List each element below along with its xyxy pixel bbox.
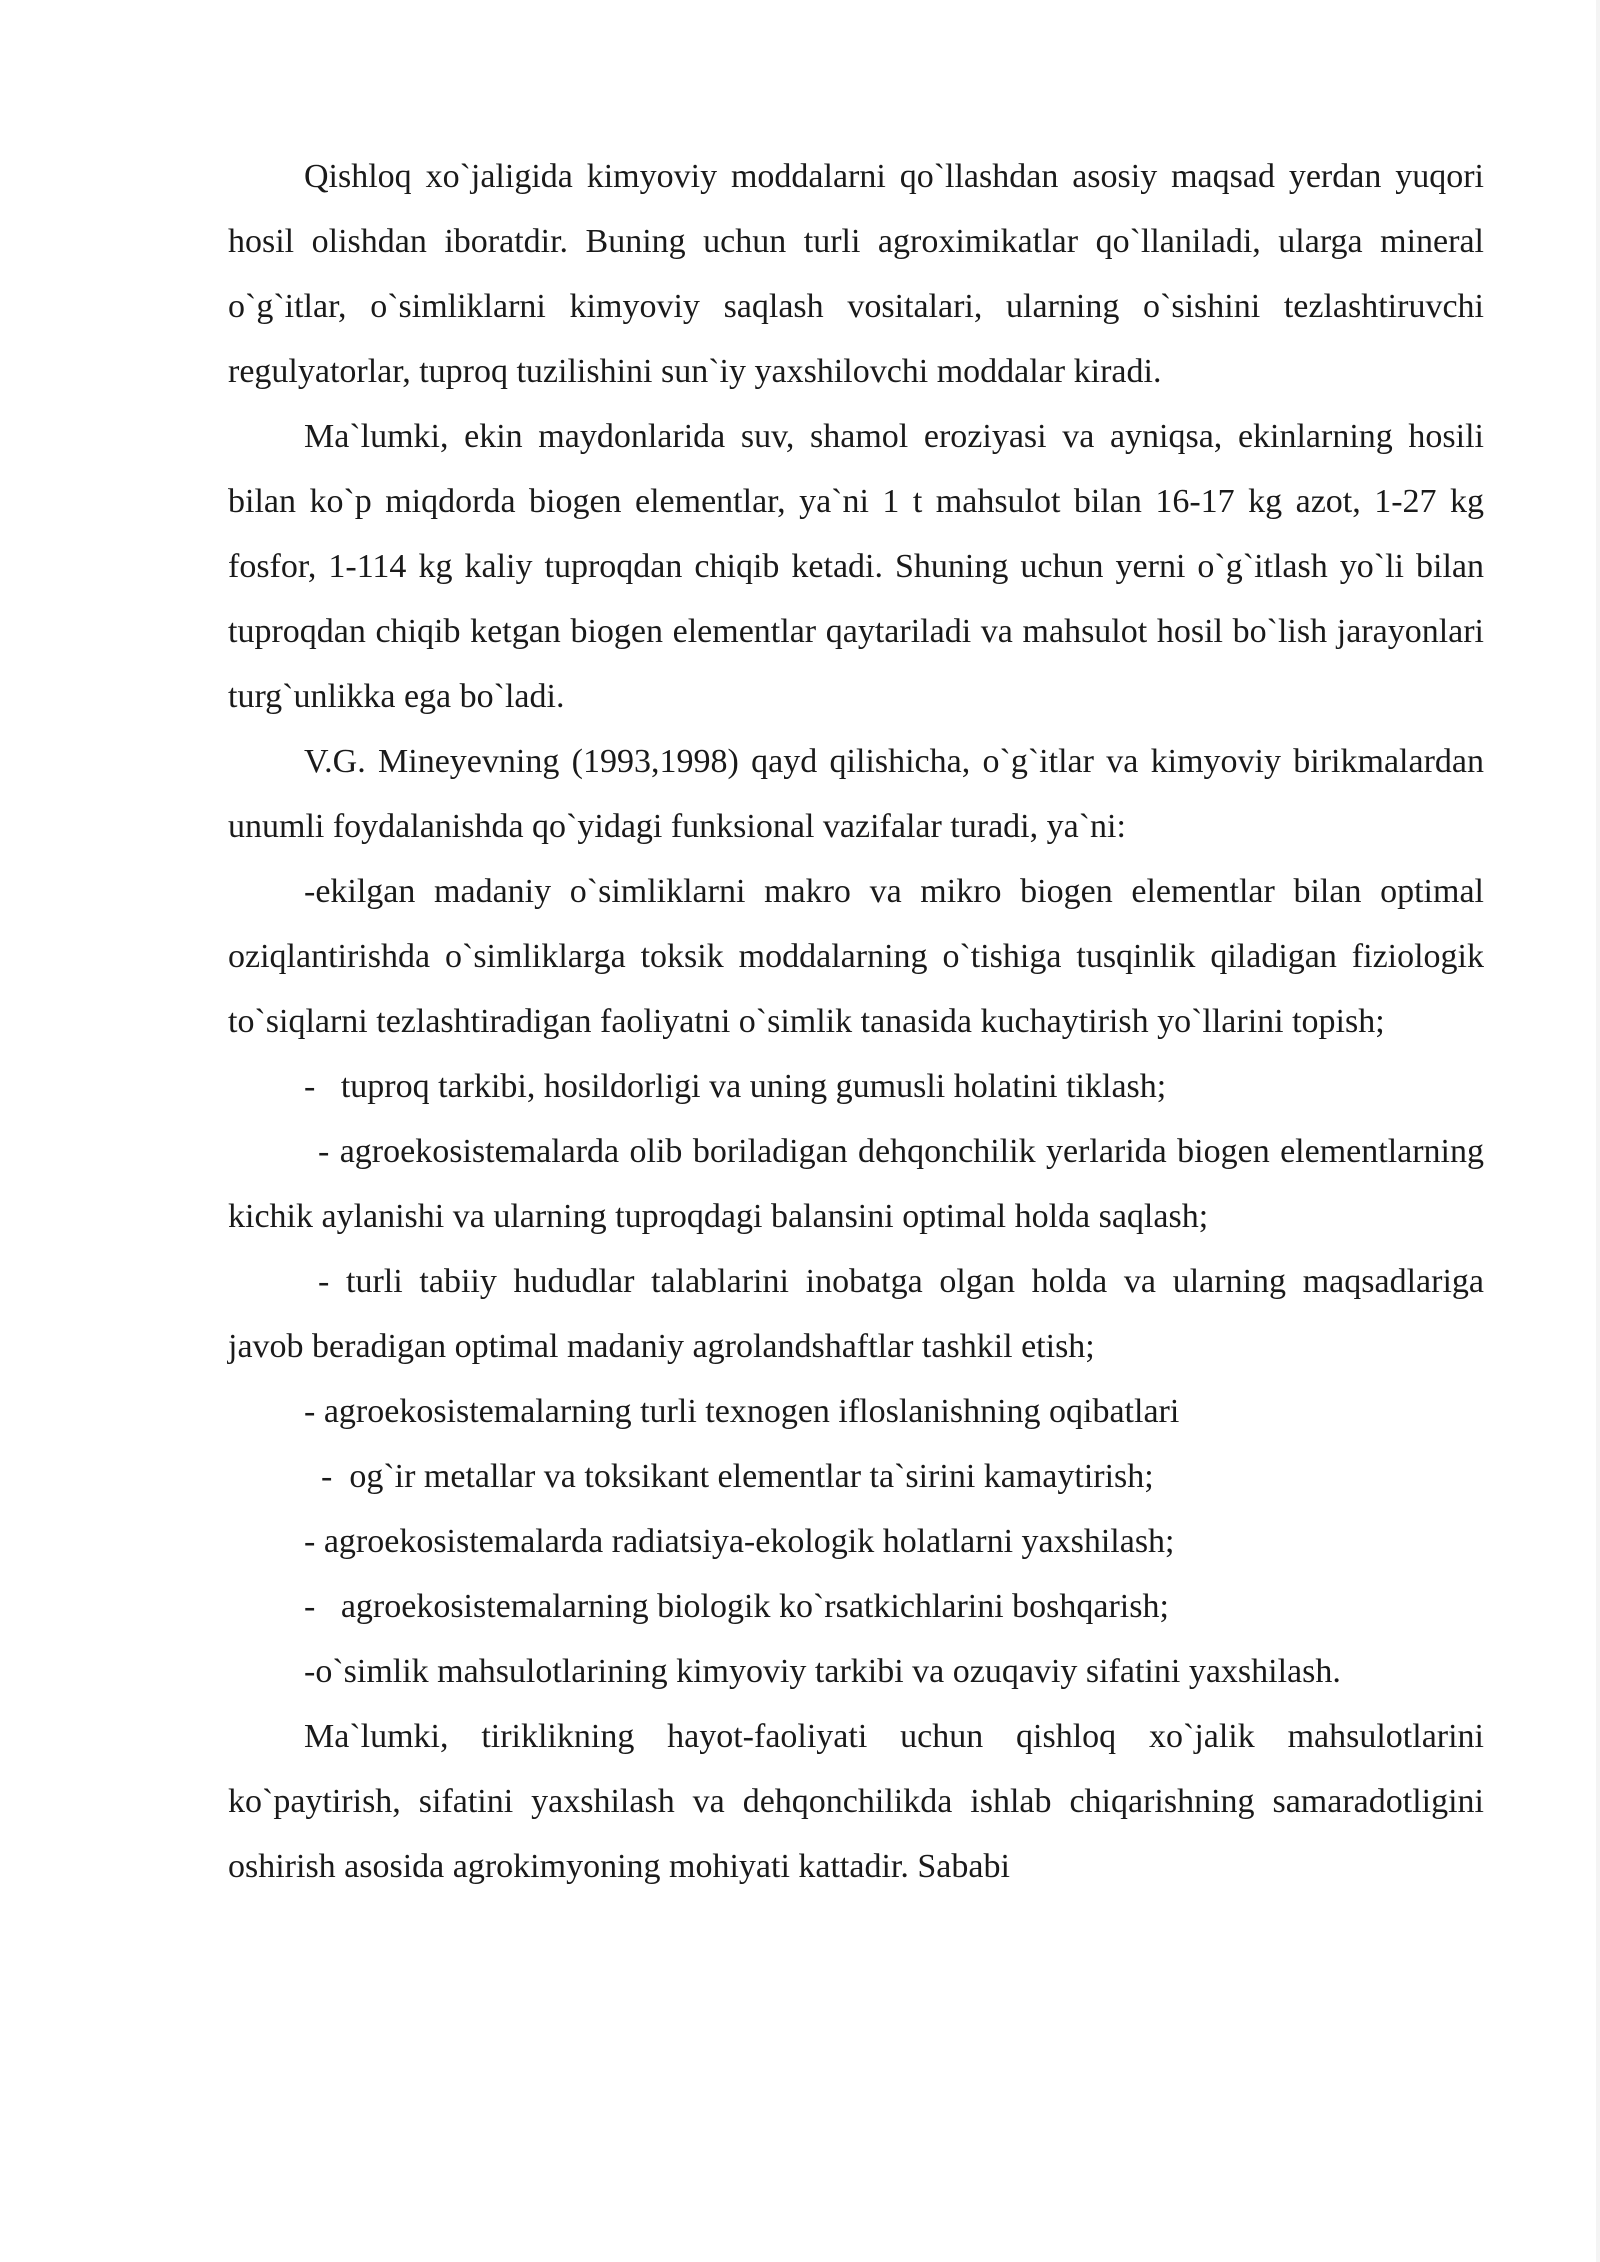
paragraph-closing: Ma`lumki, tiriklikning hayot-faoliyati uchun qishloq xo`jalik mahsulotlarini ko`paytirish, sifatini yaxshilash va dehqonchilikda ishlab chiqarishning samaradotligini oshirish asosida agrokimyoning mohiyati kattadir. Sababi xyxy=(228,1718,1484,1885)
list-item: -o`simlik mahsulotlarining kimyoviy tarkibi va ozuqaviy sifatini yaxshilash. xyxy=(304,1653,1341,1690)
list-item: - agroekosistemalarning turli texnogen ifloslanishning oqibatlari xyxy=(304,1393,1180,1430)
list-item: - turli tabiiy hududlar talablarini inobatga olgan holda va ularning maqsadlariga javob beradigan optimal madaniy agrolandshaftlar tashkil etish; xyxy=(228,1263,1484,1365)
page-edge xyxy=(1596,0,1600,2262)
document-page xyxy=(228,144,1484,1899)
function-list xyxy=(228,859,1484,1704)
list-item: - tuproq tarkibi, hosildorligi va uning gumusli holatini tiklash; xyxy=(304,1068,1167,1105)
list-item: - agroekosistemalarda olib boriladigan dehqonchilik yerlarida biogen elementlarning kichik aylanishi va ularning tuproqdagi balansini optimal holda saqlash; xyxy=(228,1133,1484,1235)
list-item: - agroekosistemalarda radiatsiya-ekologik holatlarni yaxshilash; xyxy=(304,1523,1175,1560)
list-item: - og`ir metallar va toksikant elementlar ta`sirini kamaytirish; xyxy=(304,1458,1154,1495)
paragraph-mineyev: V.G. Mineyevning (1993,1998) qayd qilishicha, o`g`itlar va kimyoviy birikmalardan unumli foydalanishda qo`yidagi funksional vazifalar turadi, ya`ni: xyxy=(228,743,1484,845)
paragraph-intro: Qishloq xo`jaligida kimyoviy moddalarni qo`llashdan asosiy maqsad yerdan yuqori hosil olishdan iboratdir. Buning uchun turli agroximikatlar qo`llaniladi, ularga mineral o`g`itlar, o`simliklarni kimyoviy saqlash vositalari, ularning o`sishini tezlashtiruvchi regulyatorlar, tuproq tuzilishini sun`iy yaxshilovchi moddalar kiradi. xyxy=(228,158,1484,390)
list-item: -ekilgan madaniy o`simliklarni makro va mikro biogen elementlar bilan optimal oziqlantirishda o`simliklarga toksik moddalarning o`tishiga tusqinlik qiladigan fiziologik to`siqlarni tezlashtiradigan faoliyatni o`simlik tanasida kuchaytirish yo`llarini topish; xyxy=(228,873,1484,1040)
list-item: - agroekosistemalarning biologik ko`rsatkichlarini boshqarish; xyxy=(304,1588,1169,1625)
paragraph-nutrient-loss: Ma`lumki, ekin maydonlarida suv, shamol eroziyasi va ayniqsa, ekinlarning hosili bilan ko`p miqdorda biogen elementlar, ya`ni 1 t mahsulot bilan 16-17 kg azot, 1-27 kg fosfor, 1-114 kg kaliy tuproqdan chiqib ketadi. Shuning uchun yerni o`g`itlash yo`li bilan tuproqdan chiqib ketgan biogen elementlar qaytariladi va mahsulot hosil bo`lish jarayonlari turg`unlikka ega bo`ladi. xyxy=(228,418,1484,715)
